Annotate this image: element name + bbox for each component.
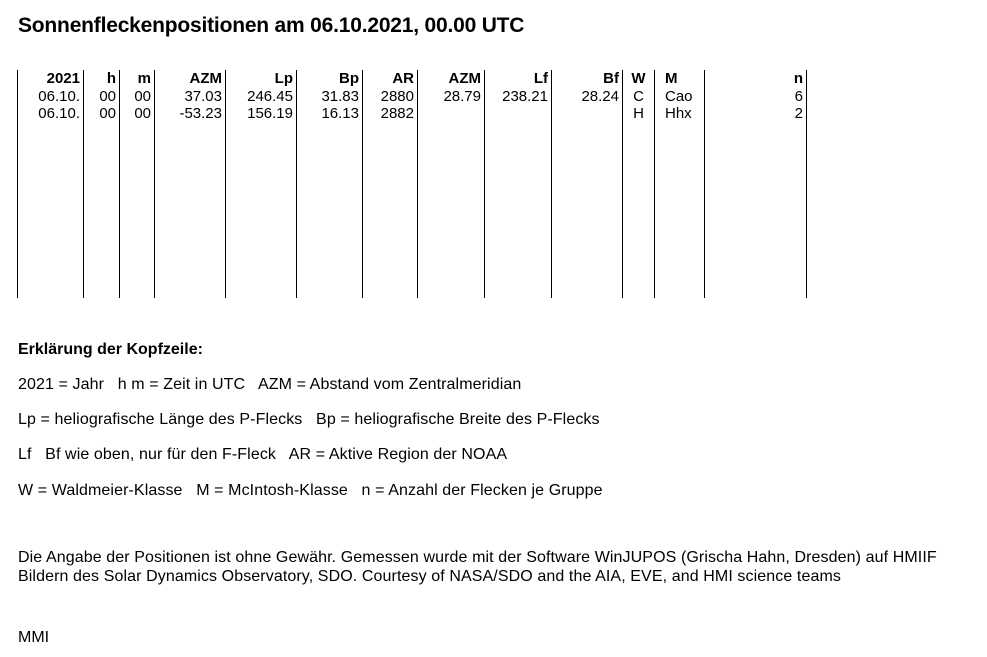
cell: Cao bbox=[665, 88, 693, 105]
sunspot-table bbox=[17, 70, 807, 298]
cell: 246.45 bbox=[247, 88, 293, 105]
cell bbox=[555, 105, 619, 122]
col-h bbox=[83, 70, 119, 298]
header-w: W bbox=[631, 70, 646, 87]
header-ar: AR bbox=[392, 70, 414, 87]
cell: 31.83 bbox=[321, 88, 359, 105]
explanation-line: W = Waldmeier-Klasse M = McIntosh-Klasse n = Anzahl der Flecken je Gruppe bbox=[18, 482, 603, 499]
cell: 00 bbox=[99, 88, 116, 105]
signature: MMI bbox=[18, 629, 50, 646]
cell: 00 bbox=[99, 105, 116, 122]
col-w bbox=[622, 70, 654, 298]
cell: 6 bbox=[794, 88, 803, 105]
col-bf bbox=[551, 70, 622, 298]
header-m: m bbox=[137, 70, 151, 87]
cell: 06.10. bbox=[38, 88, 80, 105]
cell bbox=[488, 105, 548, 122]
header-azm: AZM bbox=[189, 70, 222, 87]
col-ar bbox=[362, 70, 417, 298]
header-bp: Bp bbox=[339, 70, 359, 87]
page-title: Sonnenfleckenpositionen am 06.10.2021, 00.00 UTC bbox=[18, 14, 525, 37]
cell: 28.24 bbox=[581, 88, 619, 105]
col-m bbox=[119, 70, 154, 298]
explanation-line: Lf Bf wie oben, nur für den F-Fleck AR = Aktive Region der NOAA bbox=[18, 446, 508, 463]
cell: 2882 bbox=[380, 105, 414, 122]
col-azm-p bbox=[154, 70, 225, 298]
col-n bbox=[704, 70, 807, 298]
header-h: h bbox=[106, 70, 116, 87]
col-mcintosh bbox=[654, 70, 704, 298]
cell: Hhx bbox=[665, 105, 692, 122]
cell: 06.10. bbox=[38, 105, 80, 122]
header-lp: Lp bbox=[274, 70, 293, 87]
cell: 00 bbox=[134, 88, 151, 105]
cell: -53.23 bbox=[179, 105, 222, 122]
header-azm-f: AZM bbox=[448, 70, 481, 87]
cell: 2 bbox=[794, 105, 803, 122]
explanation-line: Lp = heliografische Länge des P-Flecks Bp = heliografische Breite des P-Flecks bbox=[18, 411, 600, 428]
header-year: 2021 bbox=[46, 70, 80, 87]
cell: H bbox=[633, 105, 644, 122]
col-lf bbox=[484, 70, 551, 298]
header-n: n bbox=[793, 70, 803, 87]
col-azm-f bbox=[417, 70, 484, 298]
cell: 156.19 bbox=[247, 105, 293, 122]
header-m-class: M bbox=[665, 70, 678, 87]
col-lp bbox=[225, 70, 296, 298]
col-bp bbox=[296, 70, 362, 298]
header-lf: Lf bbox=[533, 70, 548, 87]
cell: 00 bbox=[134, 105, 151, 122]
cell: 238.21 bbox=[502, 88, 548, 105]
cell: 16.13 bbox=[321, 105, 359, 122]
header-bf: Bf bbox=[603, 70, 619, 87]
cell: C bbox=[633, 88, 644, 105]
disclaimer-text: Die Angabe der Positionen ist ohne Gewähr. Gemessen wurde mit der Software WinJUPOS (Grischa Hahn, Dresden) auf HMIIF Bildern des Solar Dynamics Observatory, SDO. Courtesy of NASA/SDO and the AIA, EVE, and HMI science teams bbox=[18, 549, 937, 585]
cell bbox=[421, 105, 481, 122]
cell: 28.79 bbox=[443, 88, 481, 105]
explanation-title: Erklärung der Kopfzeile: bbox=[18, 341, 203, 358]
cell: 2880 bbox=[380, 88, 414, 105]
col-date bbox=[17, 70, 83, 298]
explanation-line: 2021 = Jahr h m = Zeit in UTC AZM = Abstand vom Zentralmeridian bbox=[18, 376, 522, 393]
cell: 37.03 bbox=[184, 88, 222, 105]
